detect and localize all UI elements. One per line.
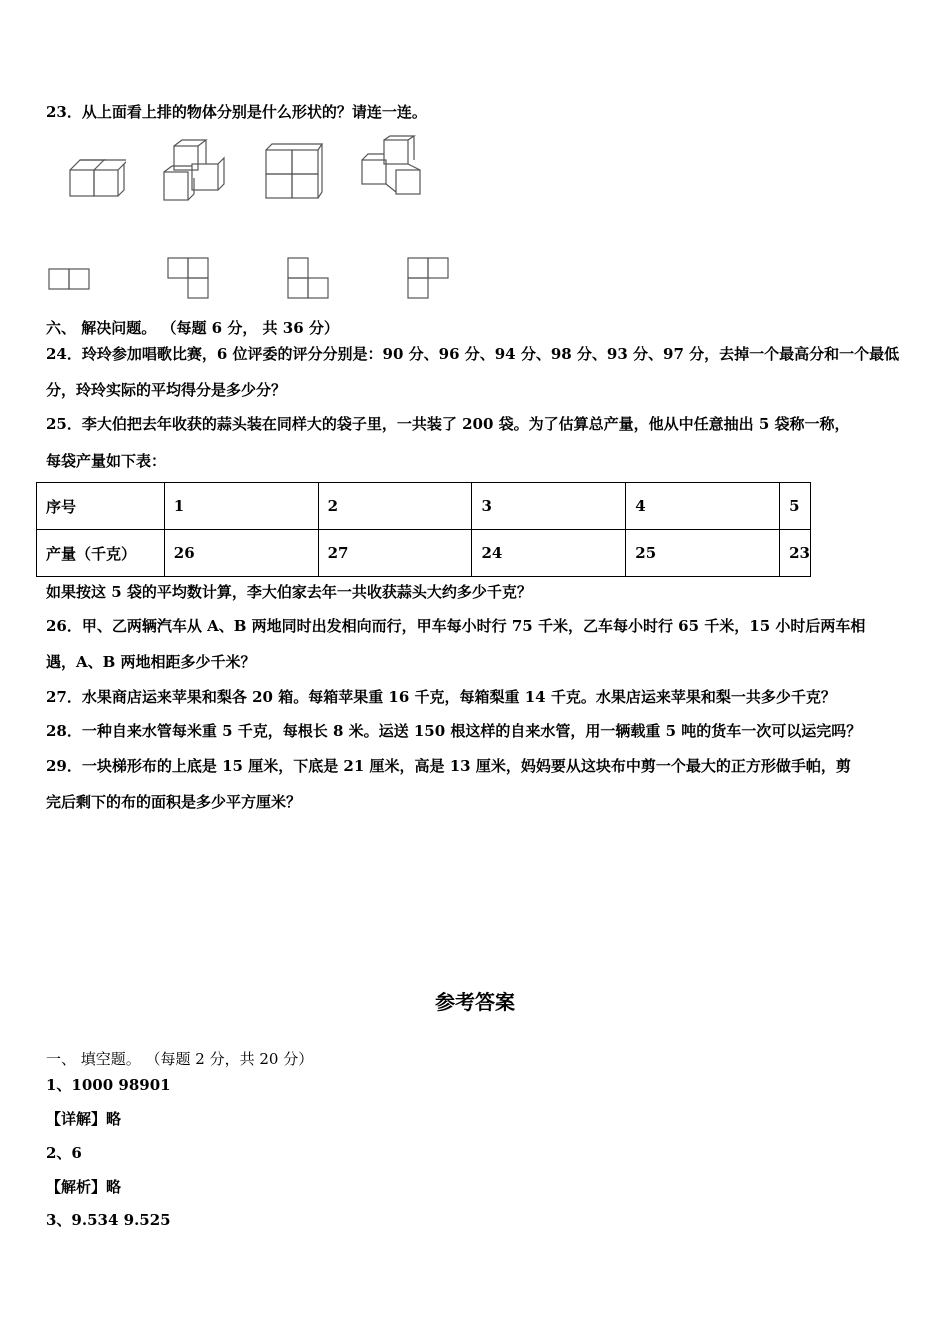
table-cell: 产量（千克） — [37, 530, 165, 577]
cube-figure-3 — [262, 140, 324, 202]
q25-line2: 每袋产量如下表： — [46, 452, 167, 470]
cube-figure-2 — [160, 138, 230, 204]
table-cell: 4 — [626, 483, 780, 530]
q27-text: 27．水果商店运来苹果和梨各 20 箱。每箱苹果重 16 千克，每箱梨重 14 千克。水果店运来苹果和梨一共多少千克？ — [46, 688, 836, 706]
answer-3: 3、9.534 9.525 — [46, 1211, 171, 1229]
table-row — [37, 483, 811, 530]
table-cell: 序号 — [37, 483, 165, 530]
q26-line2: 遇，A、B 两地相距多少千米？ — [46, 653, 256, 671]
table-cell: 3 — [472, 483, 626, 530]
top-view-3 — [286, 256, 332, 302]
table-cell: 24 — [472, 530, 626, 577]
top-view-1 — [48, 266, 92, 292]
table-cell: 2 — [318, 483, 472, 530]
table-cell: 26 — [164, 530, 318, 577]
cube-figure-4 — [356, 134, 426, 198]
table-cell: 5 — [780, 483, 811, 530]
q24-line2: 分，玲玲实际的平均得分是多少分？ — [46, 381, 287, 399]
table-cell: 1 — [164, 483, 318, 530]
cube-figure-1 — [66, 150, 126, 202]
yield-table — [36, 482, 811, 577]
q24-line1: 24．玲玲参加唱歌比赛，6 位评委的评分分别是：90 分、96 分、94 分、98 分、93 分、97 分，去掉一个最高分和一个最低 — [46, 345, 900, 363]
answer-2: 2、6 — [46, 1144, 82, 1162]
table-cell: 23 — [780, 530, 811, 577]
answers-section-1: 一、 填空题。 （每题 2 分，共 20 分） — [46, 1050, 314, 1068]
table-cell: 25 — [626, 530, 780, 577]
q29-line2: 完后剩下的布的面积是多少平方厘米？ — [46, 793, 302, 811]
answers-title: 参考答案 — [435, 990, 515, 1014]
top-view-2 — [166, 256, 212, 302]
answer-1: 1、1000 98901 — [46, 1076, 171, 1094]
q23-text: 23．从上面看上排的物体分别是什么形状的？请连一连。 — [46, 103, 427, 121]
q28-text: 28．一种自来水管每米重 5 千克，每根长 8 米。运送 150 根这样的自来水管，用一辆载重 5 吨的货车一次可以运完吗？ — [46, 722, 862, 740]
answer-2-detail: 【解析】略 — [46, 1178, 122, 1196]
table-cell: 27 — [318, 530, 472, 577]
q25-after: 如果按这 5 袋的平均数计算，李大伯家去年一共收获蒜头大约多少千克？ — [46, 583, 532, 601]
q26-line1: 26．甲、乙两辆汽车从 A、B 两地同时出发相向而行，甲车每小时行 75 千米，乙车每小时行 65 千米，15 小时后两车相 — [46, 617, 866, 635]
section-6-heading: 六、 解决问题。 （每题 6 分， 共 36 分） — [46, 319, 339, 337]
top-view-4 — [406, 256, 452, 302]
q29-line1: 29．一块梯形布的上底是 15 厘米，下底是 21 厘米，高是 13 厘米，妈妈要从这块布中剪一个最大的正方形做手帕，剪 — [46, 757, 851, 775]
answer-1-detail: 【详解】略 — [46, 1110, 122, 1128]
q25-line1: 25．李大伯把去年收获的蒜头装在同样大的袋子里，一共装了 200 袋。为了估算总产量，他从中任意抽出 5 袋称一称， — [46, 415, 850, 433]
table-row — [37, 530, 811, 577]
